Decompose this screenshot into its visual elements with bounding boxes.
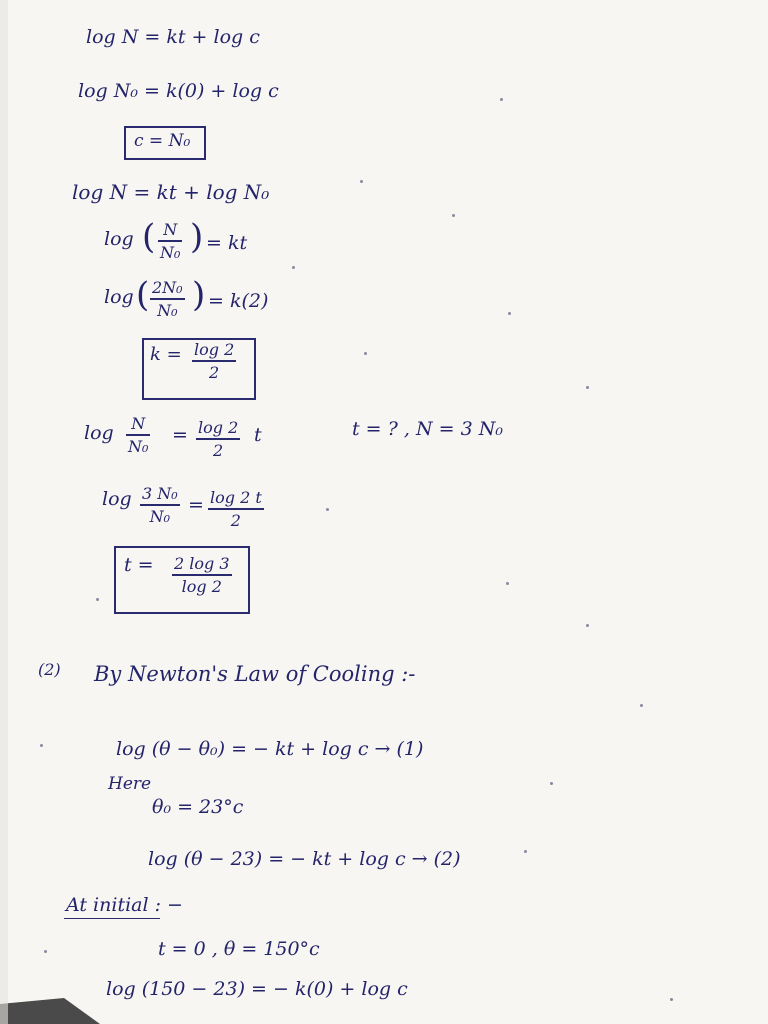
fraction-numerator: log 2 <box>194 340 235 359</box>
given-condition: t = ? , N = 3 N₀ <box>352 418 503 440</box>
equation-line-6-log: log <box>104 286 134 308</box>
fraction-denominator: N₀ <box>149 507 171 526</box>
paper-speck <box>506 582 509 585</box>
paper-speck <box>500 98 503 101</box>
fraction-bar <box>172 574 232 576</box>
equation-line-5-log: log <box>104 228 134 250</box>
paren-open: ( <box>136 275 150 315</box>
paper-speck <box>364 352 367 355</box>
fraction-denominator: N₀ <box>128 437 149 456</box>
theta0-value: θ₀ = 23°c <box>152 796 244 818</box>
paper-speck <box>360 180 363 183</box>
paper-speck <box>508 312 511 315</box>
paren-close: ) <box>190 217 204 257</box>
equation-line-8-log: log <box>84 422 114 444</box>
equation-cooling-2: log (θ − 23) = − kt + log c → (2) <box>148 848 461 870</box>
fraction-k-value <box>192 340 236 382</box>
paren-close: ) <box>192 275 206 315</box>
boxed-result-c-text: c = N₀ <box>134 131 191 151</box>
paper-speck <box>550 782 553 785</box>
fraction-t-value <box>172 554 232 596</box>
fraction-numerator: N <box>163 220 178 239</box>
equation-line-4: log N = kt + log N₀ <box>72 180 270 204</box>
fraction-bar <box>196 438 240 440</box>
boxed-result-t-lhs: t = <box>124 554 154 576</box>
paper-speck <box>586 386 589 389</box>
paper-speck <box>44 950 47 953</box>
paper-speck <box>524 850 527 853</box>
paper-speck <box>292 266 295 269</box>
fraction-numerator: 2N₀ <box>152 278 183 297</box>
paper-speck <box>640 704 643 707</box>
initial-underline <box>64 918 160 919</box>
fraction-bar <box>140 504 180 506</box>
fraction-n-over-n0 <box>158 220 182 262</box>
fraction-bar <box>150 298 185 300</box>
equation-line-5-rhs: = kt <box>206 232 248 254</box>
paper-speck <box>670 998 673 1001</box>
equation-cooling-3: log (150 − 23) = − k(0) + log c <box>106 978 408 1000</box>
boxed-result-k-lhs: k = <box>150 344 182 365</box>
fraction-denominator: 2 <box>213 441 224 460</box>
section-heading: By Newton's Law of Cooling :- <box>94 662 416 686</box>
initial-values: t = 0 , θ = 150°c <box>158 938 320 960</box>
paper-speck <box>326 508 329 511</box>
paren-open: ( <box>142 217 156 257</box>
here-label: Here <box>108 774 152 794</box>
fraction-numerator: log 2 <box>198 418 239 437</box>
time-variable: t <box>254 424 262 446</box>
paper-speck <box>452 214 455 217</box>
fraction-numerator: N <box>131 414 146 433</box>
fraction-numerator: log 2 t <box>210 488 262 507</box>
question-number: (2) <box>38 660 61 679</box>
fraction-bar <box>192 360 236 362</box>
fraction-log2t-over-2 <box>208 488 264 530</box>
fraction-denominator: 2 <box>209 363 220 382</box>
fraction-n-over-n0-2 <box>126 414 150 456</box>
equation-line-1: log N = kt + log c <box>86 26 260 48</box>
paper-speck <box>586 624 589 627</box>
fraction-numerator: 3 N₀ <box>142 484 178 503</box>
fraction-2n0-over-n0 <box>150 278 185 320</box>
fraction-denominator: N₀ <box>160 243 181 262</box>
equation-cooling-1: log (θ − θ₀) = − kt + log c → (1) <box>116 738 424 760</box>
fraction-denominator: 2 <box>230 511 241 530</box>
equation-line-9-log: log <box>102 488 132 510</box>
fraction-3n0-over-n0 <box>140 484 180 526</box>
equation-line-2: log N₀ = k(0) + log c <box>78 80 279 102</box>
fraction-bar <box>126 434 150 436</box>
fraction-numerator: 2 log 3 <box>174 554 230 573</box>
fraction-bar <box>158 240 182 242</box>
fraction-denominator: N₀ <box>157 301 178 320</box>
fraction-denominator: log 2 <box>181 577 222 596</box>
paper-speck <box>40 744 43 747</box>
fraction-log2-over-2 <box>196 418 240 460</box>
fraction-bar <box>208 508 264 510</box>
equals-sign: = <box>188 494 204 516</box>
initial-label: At initial : − <box>66 894 183 916</box>
equation-line-6-rhs: = k(2) <box>208 290 269 312</box>
equals-sign: = <box>172 424 188 446</box>
paper-speck <box>96 598 99 601</box>
